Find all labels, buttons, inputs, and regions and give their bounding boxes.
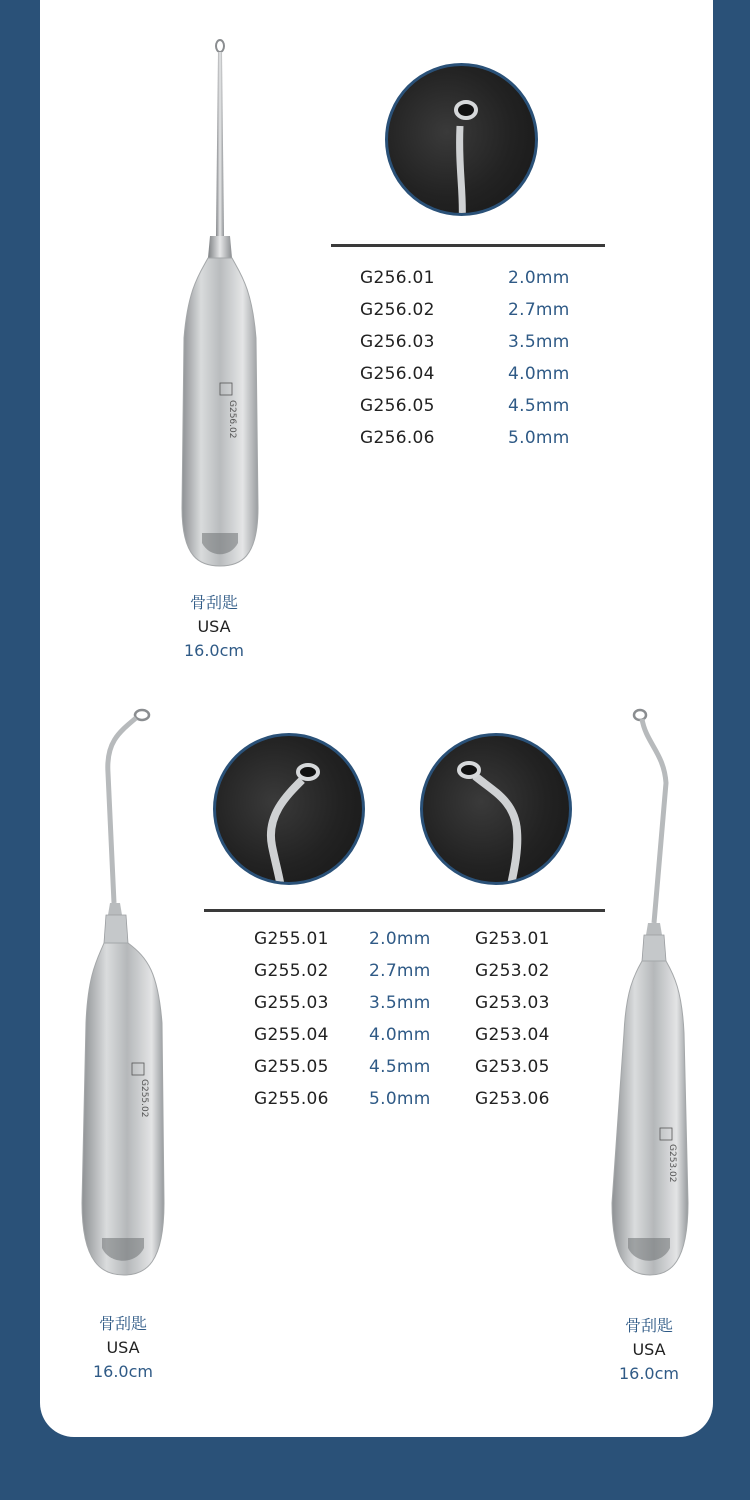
table-row-code-right: G253.05 xyxy=(475,1057,550,1077)
table-row-code: G256.01 xyxy=(360,268,435,288)
product-caption-right xyxy=(589,1314,709,1386)
table-row-code-right: G253.03 xyxy=(475,993,550,1013)
table-row-code-left: G255.04 xyxy=(254,1025,329,1045)
table-row-code: G256.05 xyxy=(360,396,435,416)
table-divider xyxy=(204,909,605,912)
engraving-text: G256.02 xyxy=(227,400,237,439)
table-row-code-right: G253.02 xyxy=(475,961,550,981)
detail-circle-left-tip xyxy=(213,733,365,885)
angled-curette-right-image xyxy=(598,703,698,1283)
product-name: 骨刮匙 xyxy=(189,593,238,612)
table-row-code-right: G253.04 xyxy=(475,1025,550,1045)
table-row-code-left: G255.06 xyxy=(254,1089,329,1109)
table-row-size: 2.0mm xyxy=(508,268,570,288)
table-row-size: 4.5mm xyxy=(508,396,570,416)
product-origin: USA xyxy=(632,1340,666,1359)
table-row-code-right: G253.06 xyxy=(475,1089,550,1109)
product-origin: USA xyxy=(106,1338,140,1357)
table-row-size: 2.7mm xyxy=(508,300,570,320)
straight-curette-image xyxy=(180,38,260,608)
table-row-code: G256.02 xyxy=(360,300,435,320)
table-row-code-left: G255.05 xyxy=(254,1057,329,1077)
table-divider xyxy=(331,244,605,247)
product-caption-left xyxy=(63,1312,183,1384)
table-row-size: 4.5mm xyxy=(369,1057,431,1077)
table-row-size: 4.0mm xyxy=(508,364,570,384)
table-row-size: 3.5mm xyxy=(369,993,431,1013)
table-row-code-right: G253.01 xyxy=(475,929,550,949)
product-length: 16.0cm xyxy=(183,641,244,660)
table-row-size: 2.7mm xyxy=(369,961,431,981)
angled-curette-left-image xyxy=(78,703,178,1283)
engraving-text: G255.02 xyxy=(139,1079,149,1118)
product-caption xyxy=(154,591,274,663)
table-row-code: G256.03 xyxy=(360,332,435,352)
table-row-size: 2.0mm xyxy=(369,929,431,949)
table-row-size: 4.0mm xyxy=(369,1025,431,1045)
table-row-size: 3.5mm xyxy=(508,332,570,352)
detail-circle-right-tip xyxy=(420,733,572,885)
product-length: 16.0cm xyxy=(618,1364,679,1383)
product-length: 16.0cm xyxy=(92,1362,153,1381)
product-name: 骨刮匙 xyxy=(624,1316,673,1335)
table-row-code-left: G255.01 xyxy=(254,929,329,949)
table-row-size: 5.0mm xyxy=(369,1089,431,1109)
table-row-code-left: G255.02 xyxy=(254,961,329,981)
table-row-code: G256.06 xyxy=(360,428,435,448)
table-row-code-left: G255.03 xyxy=(254,993,329,1013)
table-row-size: 5.0mm xyxy=(508,428,570,448)
product-name: 骨刮匙 xyxy=(98,1314,147,1333)
detail-circle-tip xyxy=(385,63,538,216)
table-row-code: G256.04 xyxy=(360,364,435,384)
engraving-text: G253.02 xyxy=(667,1144,677,1183)
product-origin: USA xyxy=(197,617,231,636)
